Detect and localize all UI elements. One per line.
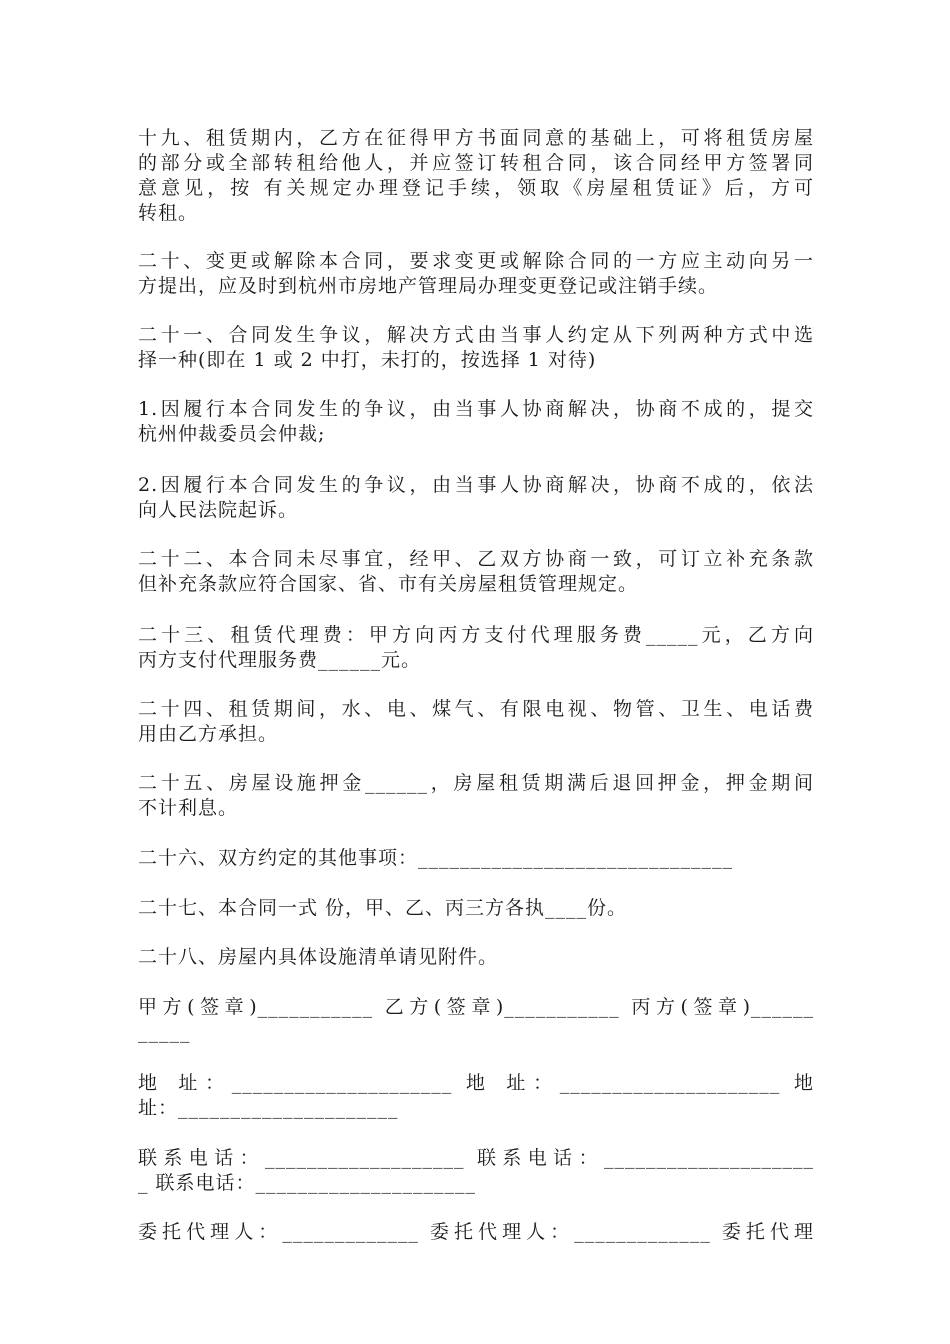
text-line: 用由乙方承担。 — [138, 723, 279, 745]
clause-22-paragraph — [138, 547, 814, 597]
text-line: 十九、租赁期内，乙方在征得甲方书面同意的基础上，可将租赁房屋 — [138, 127, 814, 149]
text-line: 但补充条款应符合国家、省、市有关房屋租赁管理规定。 — [138, 573, 639, 595]
text-line: 意意见，按 有关规定办理登记手续，领取《房屋租赁证》后，方可 — [138, 177, 814, 199]
text-line: 1.因履行本合同发生的争议，由当事人协商解决，协商不成的，提交 — [138, 398, 814, 420]
text-line: 方提出，应及时到杭州市房地产管理局办理变更登记或注销手续。 — [138, 275, 719, 297]
clause-26-paragraph — [138, 846, 814, 871]
text-line: 二十二、本合同未尽事宜，经甲、乙双方协商一致，可订立补充条款 — [138, 548, 814, 570]
text-line: 地 址：_____________________ 地 址：_____________________ 地 — [138, 1072, 814, 1094]
clause-21-option-1-paragraph — [138, 397, 814, 447]
phones-block — [138, 1146, 814, 1196]
text-line: 二十六、双方约定的其他事项：______________________________ — [138, 847, 734, 869]
clause-28-paragraph — [138, 945, 814, 970]
text-line: 丙方支付代理服务费______元。 — [138, 649, 422, 671]
text-line: 甲方(签章)___________ 乙方(签章)___________ 丙方(签章)______ — [138, 996, 814, 1018]
text-line: 联系电话：___________________ 联系电话：____________________ — [138, 1147, 814, 1169]
clause-25-paragraph — [138, 771, 814, 821]
agents-block — [138, 1220, 814, 1245]
addresses-block — [138, 1071, 814, 1121]
clause-24-paragraph — [138, 697, 814, 747]
clause-27-paragraph — [138, 896, 814, 921]
clause-21-paragraph — [138, 323, 814, 373]
text-line: 二十四、租赁期间，水、电、煤气、有限电视、物管、卫生、电话费 — [138, 698, 814, 720]
text-line: 二十三、租赁代理费：甲方向丙方支付代理服务费_____元，乙方向 — [138, 624, 814, 646]
text-line: 杭州仲裁委员会仲裁; — [138, 423, 326, 445]
text-line: 址：_____________________ — [138, 1097, 399, 1119]
text-line: 的部分或全部转租给他人，并应签订转租合同，该合同经甲方签署同 — [138, 152, 814, 174]
clause-21-option-2-paragraph — [138, 473, 814, 523]
text-line: _____ — [138, 1021, 191, 1043]
text-line: 二十七、本合同一式 份，甲、乙、丙三方各执____份。 — [138, 897, 628, 919]
clause-19-paragraph — [138, 126, 814, 226]
text-line: 2.因履行本合同发生的争议，由当事人协商解决，协商不成的，依法 — [138, 474, 814, 496]
text-line: 委托代理人：_____________ 委托代理人：_____________ 委托代理 — [138, 1221, 814, 1243]
text-line: 择一种(即在 1 或 2 中打，未打的，按选择 1 对待) — [138, 349, 597, 371]
clause-23-paragraph — [138, 623, 814, 673]
text-line: 二十一、合同发生争议，解决方式由当事人约定从下列两种方式中选 — [138, 324, 814, 346]
text-line: 二十五、房屋设施押金______，房屋租赁期满后退回押金，押金期间 — [138, 772, 814, 794]
signatures-block — [138, 995, 814, 1045]
text-line: 二十、变更或解除本合同，要求变更或解除合同的一方应主动向另一 — [138, 250, 814, 272]
text-line: 不计利息。 — [138, 797, 239, 819]
text-line: 二十八、房屋内具体设施清单请见附件。 — [138, 946, 499, 968]
text-line: _ 联系电话：_____________________ — [138, 1172, 477, 1194]
text-line: 向人民法院起诉。 — [138, 499, 299, 521]
clause-20-paragraph — [138, 249, 814, 299]
text-line: 转租。 — [138, 202, 199, 224]
